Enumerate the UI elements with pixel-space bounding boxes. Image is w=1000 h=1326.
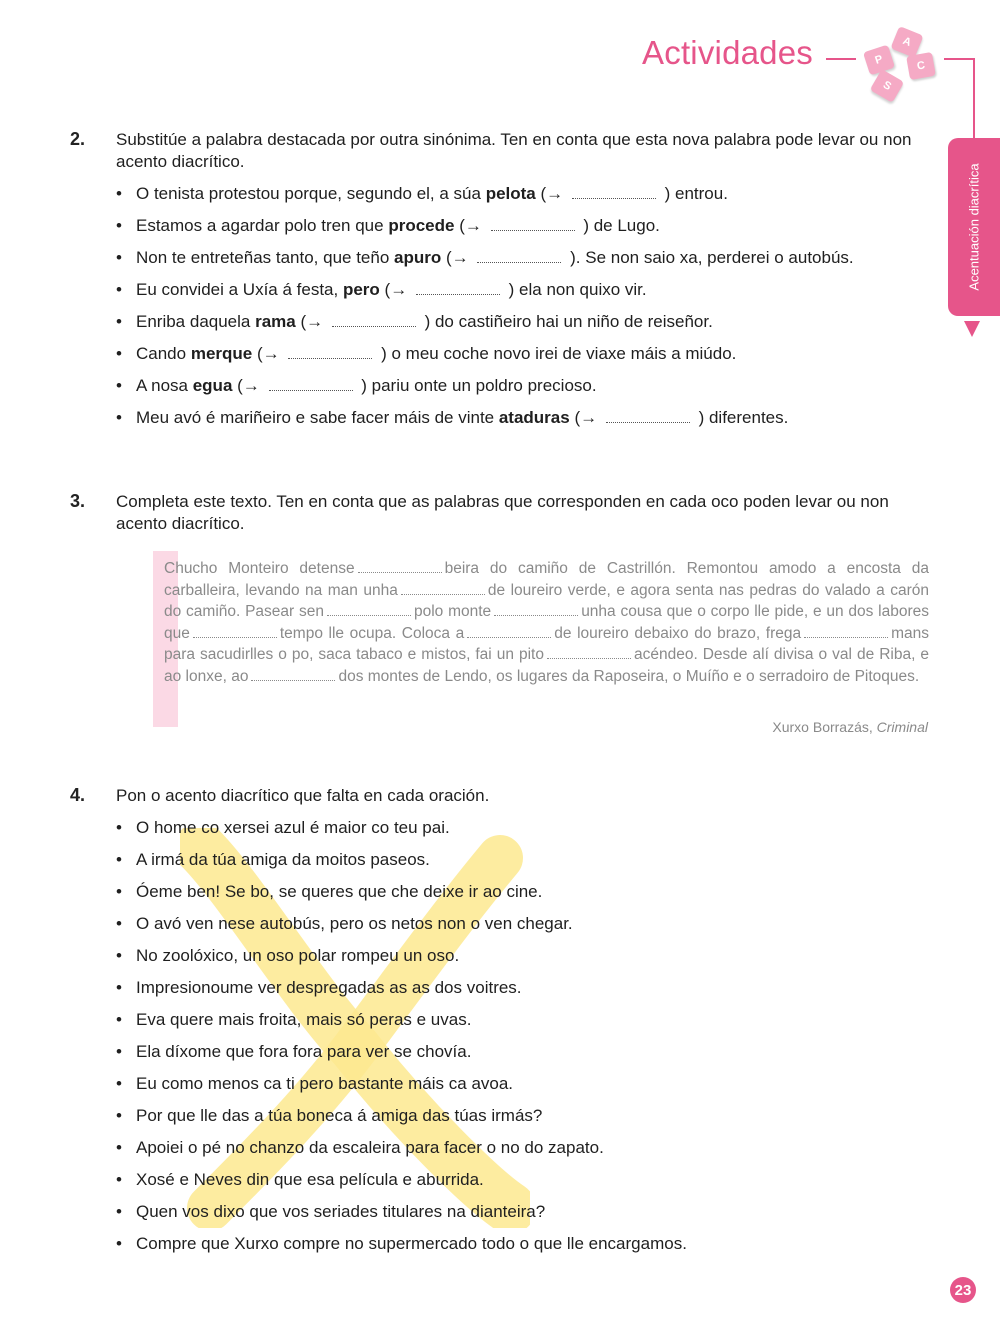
list-item: • Apoiei o pé no chanzo da escaleira para facer o no do zapato. <box>116 1137 687 1169</box>
list-item: • Impresionoume ver despregadas as as dos voitres. <box>116 977 687 1009</box>
list-item: • Eu convidei a Uxía á festa, pero (→ ) ela non quixo vir. <box>116 279 854 311</box>
passage-attribution: Xurxo Borrazás, Criminal <box>772 719 928 735</box>
triangle-down-icon <box>964 321 980 337</box>
answer-blank[interactable] <box>401 584 485 595</box>
answer-blank[interactable] <box>477 251 561 263</box>
answer-blank[interactable] <box>288 347 372 359</box>
exercise-2-list <box>116 183 854 439</box>
list-item: • Óeme ben! Se bo, se queres que che deixe ir ao cine. <box>116 881 687 913</box>
section-side-tab <box>948 138 1000 316</box>
answer-blank[interactable] <box>269 379 353 391</box>
answer-blank[interactable] <box>327 605 411 616</box>
exercise-number: 4. <box>70 785 86 805</box>
list-item: • Ela díxome que fora fora para ver se chovía. <box>116 1041 687 1073</box>
list-item: • No zoolóxico, un oso polar rompeu un oso. <box>116 945 687 977</box>
page-number-badge: 23 <box>950 1277 976 1303</box>
answer-blank[interactable] <box>494 605 578 616</box>
exercise-number: 2. <box>70 129 86 149</box>
answer-blank[interactable] <box>547 648 631 659</box>
list-item: • Compre que Xurxo compre no supermercado todo o que lle encargamos. <box>116 1233 687 1265</box>
answer-blank[interactable] <box>416 283 500 295</box>
header-connector <box>973 58 975 140</box>
list-item: • Estamos a agardar polo tren que procede (→ ) de Lugo. <box>116 215 854 247</box>
list-item: • Eva quere mais froita, mais só peras e uvas. <box>116 1009 687 1041</box>
answer-blank[interactable] <box>193 627 277 638</box>
exercise-4-list <box>116 817 687 1265</box>
answer-blank[interactable] <box>491 219 575 231</box>
list-item: • A irmá da túa amiga da moitos paseos. <box>116 849 687 881</box>
header-divider <box>944 58 975 60</box>
reading-passage: Chucho Monteiro detense beira do camiño de Castrillón. Remontou amodo a encosta da carballeira, levando na man unha de loureiro verde, e agora senta nas pedras do valado a carón do camiño. Pasear sen polo monte unha cousa que o corpo lle pide, e un dos labores que tempo lle ocupa. Coloca a de loureiro debaixo do brazo, frega mans para sacudirlles o po, saca tabaco e mistos, fai un pito acéndeo. Desde alí divisa o val de Riba, e ao lonxe, ao dos montes de Lendo, os lugares da Raposeira, o Muíño e o serradoiro de Pitoques. <box>164 560 929 685</box>
letter-tile: S <box>870 69 905 103</box>
answer-blank[interactable] <box>332 315 416 327</box>
list-item: • Non te entreteñas tanto, que teño apuro (→ ). Se non saio xa, perderei o autobús. <box>116 247 854 279</box>
answer-blank[interactable] <box>467 627 551 638</box>
letter-tile: A <box>890 26 923 58</box>
page-title: Actividades <box>642 34 813 71</box>
answer-blank[interactable] <box>251 670 335 681</box>
exercise-instruction: Completa este texto. Ten en conta que as palabras que corresponden en cada oco poden levar ou non acento diacrítico. <box>116 492 889 533</box>
list-item: • O home co xersei azul é maior co teu pai. <box>116 817 687 849</box>
side-tab-label: Acentuación diacrítica <box>966 163 982 291</box>
list-item: • A nosa egua (→ ) pariu onte un poldro precioso. <box>116 375 854 407</box>
letter-tile: C <box>906 52 936 80</box>
list-item: • Cando merque (→ ) o meu coche novo irei de viaxe máis a miúdo. <box>116 343 854 375</box>
exercise-instruction: Substitúe a palabra destacada por outra sinónima. Ten en conta que esta nova palabra pode levar ou non acento diacrítico. <box>116 130 912 171</box>
exercise-number: 3. <box>70 491 86 511</box>
answer-blank[interactable] <box>358 562 442 573</box>
header-divider <box>826 58 856 60</box>
list-item: • O avó ven nese autobús, pero os netos non o ven chegar. <box>116 913 687 945</box>
exercise-instruction: Pon o acento diacrítico que falta en cada oración. <box>116 786 490 805</box>
letter-tiles-illustration <box>858 28 948 104</box>
letter-tile: P <box>863 45 895 76</box>
list-item: • O tenista protestou porque, segundo el, a súa pelota (→ ) entrou. <box>116 183 854 215</box>
answer-blank[interactable] <box>572 187 656 199</box>
list-item: • Meu avó é mariñeiro e sabe facer máis de vinte ataduras (→ ) diferentes. <box>116 407 854 439</box>
list-item: • Xosé e Neves din que esa película e aburrida. <box>116 1169 687 1201</box>
answer-blank[interactable] <box>804 627 888 638</box>
list-item: • Por que lle das a túa boneca á amiga das túas irmás? <box>116 1105 687 1137</box>
list-item: • Enriba daquela rama (→ ) do castiñeiro hai un niño de reiseñor. <box>116 311 854 343</box>
list-item: • Quen vos dixo que vos seriades titulares na dianteira? <box>116 1201 687 1233</box>
list-item: • Eu como menos ca ti pero bastante máis ca avoa. <box>116 1073 687 1105</box>
answer-blank[interactable] <box>606 411 690 423</box>
